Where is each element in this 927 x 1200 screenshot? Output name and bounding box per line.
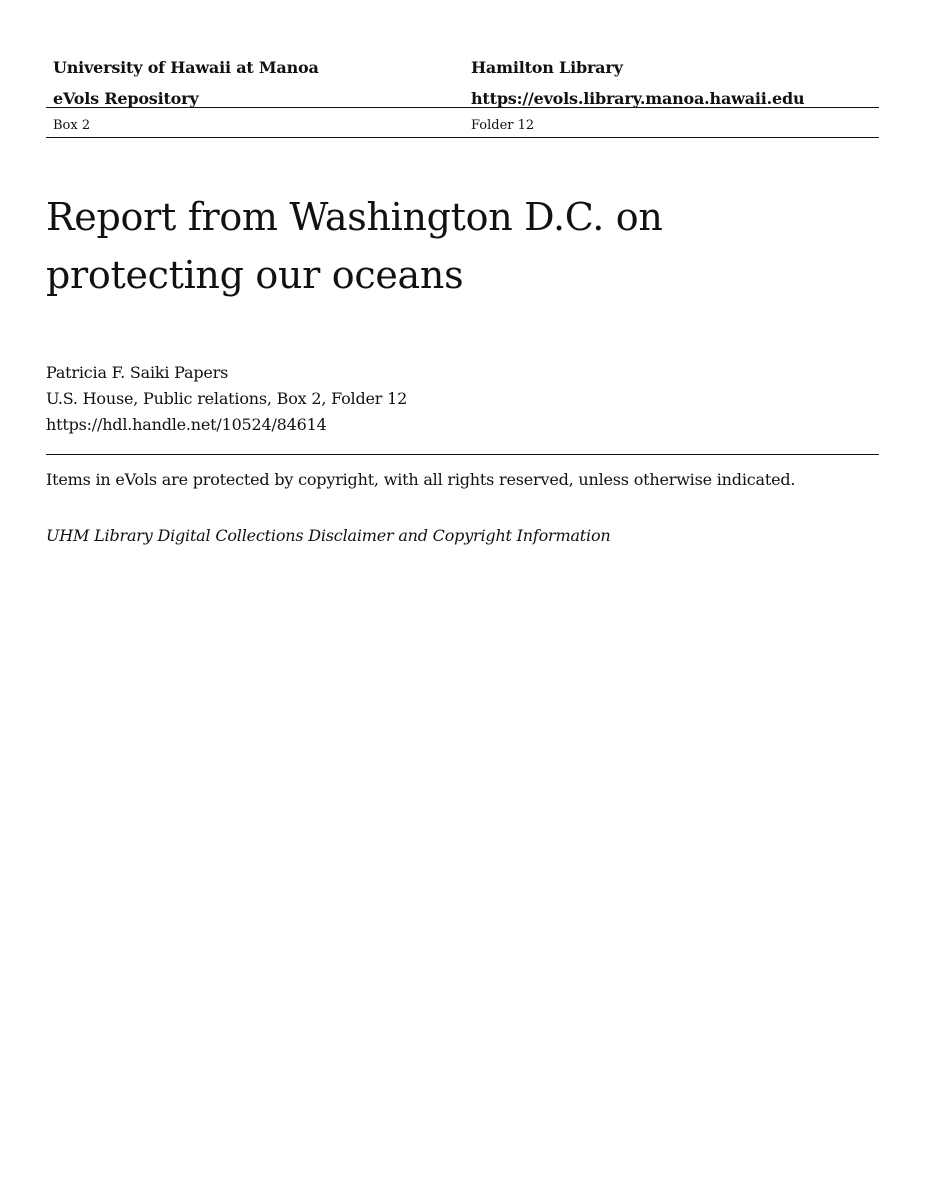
- disclaimer-link[interactable]: UHM Library Digital Collections Disclaimer and Copyright Information: [46, 526, 611, 545]
- metadata-divider: [46, 454, 879, 455]
- location-divider: [46, 137, 879, 138]
- repository-url[interactable]: https://evols.library.manoa.hawaii.edu: [471, 89, 805, 108]
- institution-name: University of Hawaii at Manoa: [53, 58, 319, 77]
- handle-link[interactable]: https://hdl.handle.net/10524/84614: [46, 415, 327, 434]
- copyright-notice: Items in eVols are protected by copyright, with all rights reserved, unless otherwise indicated.: [46, 470, 796, 489]
- document-metadata: [46, 360, 879, 438]
- folder-label: Folder 12: [471, 118, 535, 133]
- box-label: Box 2: [53, 118, 91, 133]
- collection-name: Patricia F. Saiki Papers: [46, 363, 229, 382]
- library-name: Hamilton Library: [471, 58, 623, 77]
- repository-name: eVols Repository: [53, 89, 199, 108]
- header-right-column: [471, 52, 804, 114]
- series-info: U.S. House, Public relations, Box 2, Folder 12: [46, 389, 408, 408]
- header-divider: [46, 107, 879, 108]
- document-title: Report from Washington D.C. on protecting our oceans: [46, 195, 663, 297]
- header-left-column: [53, 52, 319, 114]
